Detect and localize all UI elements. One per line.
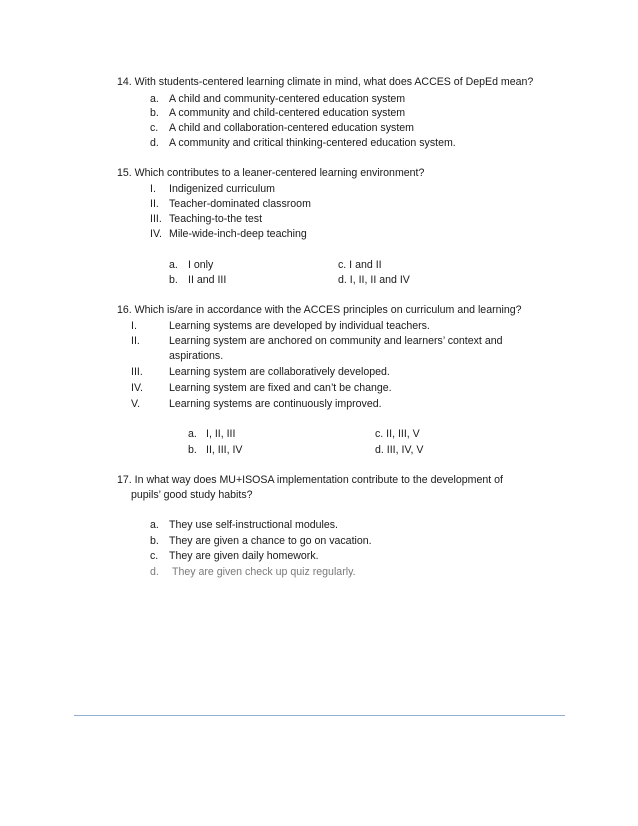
q17-option-a: They use self-instructional modules.: [169, 519, 338, 531]
question-16-stem: 16. Which is/are in accordance with the ACCES principles on curriculum and learning?: [117, 304, 522, 316]
q16-item-5-num: V.: [131, 398, 141, 410]
q15-item-2: Teacher-dominated classroom: [169, 198, 311, 210]
q15-item-4-num: IV.: [150, 228, 162, 240]
q16-item-4: Learning system are fixed and can’t be change.: [169, 382, 392, 394]
q15-choice-b: II and III: [188, 274, 227, 286]
question-17-stem: 17. In what way does MU+ISOSA implementation contribute to the development of: [117, 474, 504, 486]
q15-item-1-num: I.: [150, 183, 156, 195]
footer-divider: [74, 715, 565, 716]
q16-item-3: Learning system are collaboratively developed.: [169, 366, 390, 378]
q17-option-b: They are given a chance to go on vacation.: [169, 535, 372, 547]
q15-choice-c: c. I and II: [338, 259, 382, 271]
q14-option-c: A child and collaboration-centered education system: [169, 122, 414, 134]
q17-option-a-letter: a.: [150, 519, 159, 531]
q16-choice-b-letter: b.: [188, 444, 197, 456]
q15-choice-a: I only: [188, 259, 214, 271]
q16-item-2: Learning system are anchored on community and learners’ context and: [169, 335, 503, 347]
q15-choice-d: d. I, II, II and IV: [338, 274, 410, 286]
q17-option-c-letter: c.: [150, 550, 159, 562]
q17-option-c: They are given daily homework.: [169, 550, 319, 562]
q17-option-b-letter: b.: [150, 535, 159, 547]
q14-option-d-letter: d.: [150, 137, 159, 149]
q16-choice-c: c. II, III, V: [375, 428, 420, 440]
question-17-stem-cont: pupils’ good study habits?: [131, 489, 253, 501]
q16-item-4-num: IV.: [131, 382, 143, 394]
q14-option-a-letter: a.: [150, 93, 159, 105]
q15-choice-a-letter: a.: [169, 259, 178, 271]
q15-item-1: Indigenized curriculum: [169, 183, 275, 195]
q15-choice-b-letter: b.: [169, 274, 178, 286]
q16-item-3-num: III.: [131, 366, 143, 378]
q14-option-b-letter: b.: [150, 107, 159, 119]
q16-item-1: Learning systems are developed by individual teachers.: [169, 320, 430, 332]
q17-option-d: They are given check up quiz regularly.: [172, 566, 356, 578]
q14-option-d: A community and critical thinking-centered education system.: [169, 137, 456, 149]
q16-item-1-num: I.: [131, 320, 137, 332]
q16-choice-d: d. III, IV, V: [375, 444, 424, 456]
question-15-stem: 15. Which contributes to a leaner-centered learning environment?: [117, 167, 425, 179]
question-14-stem: 14. With students-centered learning climate in mind, what does ACCES of DepEd mean?: [117, 76, 534, 88]
q15-item-3-num: III.: [150, 213, 162, 225]
q15-item-2-num: II.: [150, 198, 159, 210]
q16-item-2-cont: aspirations.: [169, 350, 224, 362]
q15-item-4: Mile-wide-inch-deep teaching: [169, 228, 307, 240]
q14-option-c-letter: c.: [150, 122, 159, 134]
q16-item-2-num: II.: [131, 335, 140, 347]
q16-choice-a: I, II, III: [206, 428, 236, 440]
q16-choice-b: II, III, IV: [206, 444, 243, 456]
q14-option-b: A community and child-centered education system: [169, 107, 406, 119]
q14-option-a: A child and community-centered education system: [169, 93, 406, 105]
q15-item-3: Teaching-to-the test: [169, 213, 263, 225]
q16-item-5: Learning systems are continuously improved.: [169, 398, 382, 410]
q17-option-d-letter: d.: [150, 566, 159, 578]
q16-choice-a-letter: a.: [188, 428, 197, 440]
